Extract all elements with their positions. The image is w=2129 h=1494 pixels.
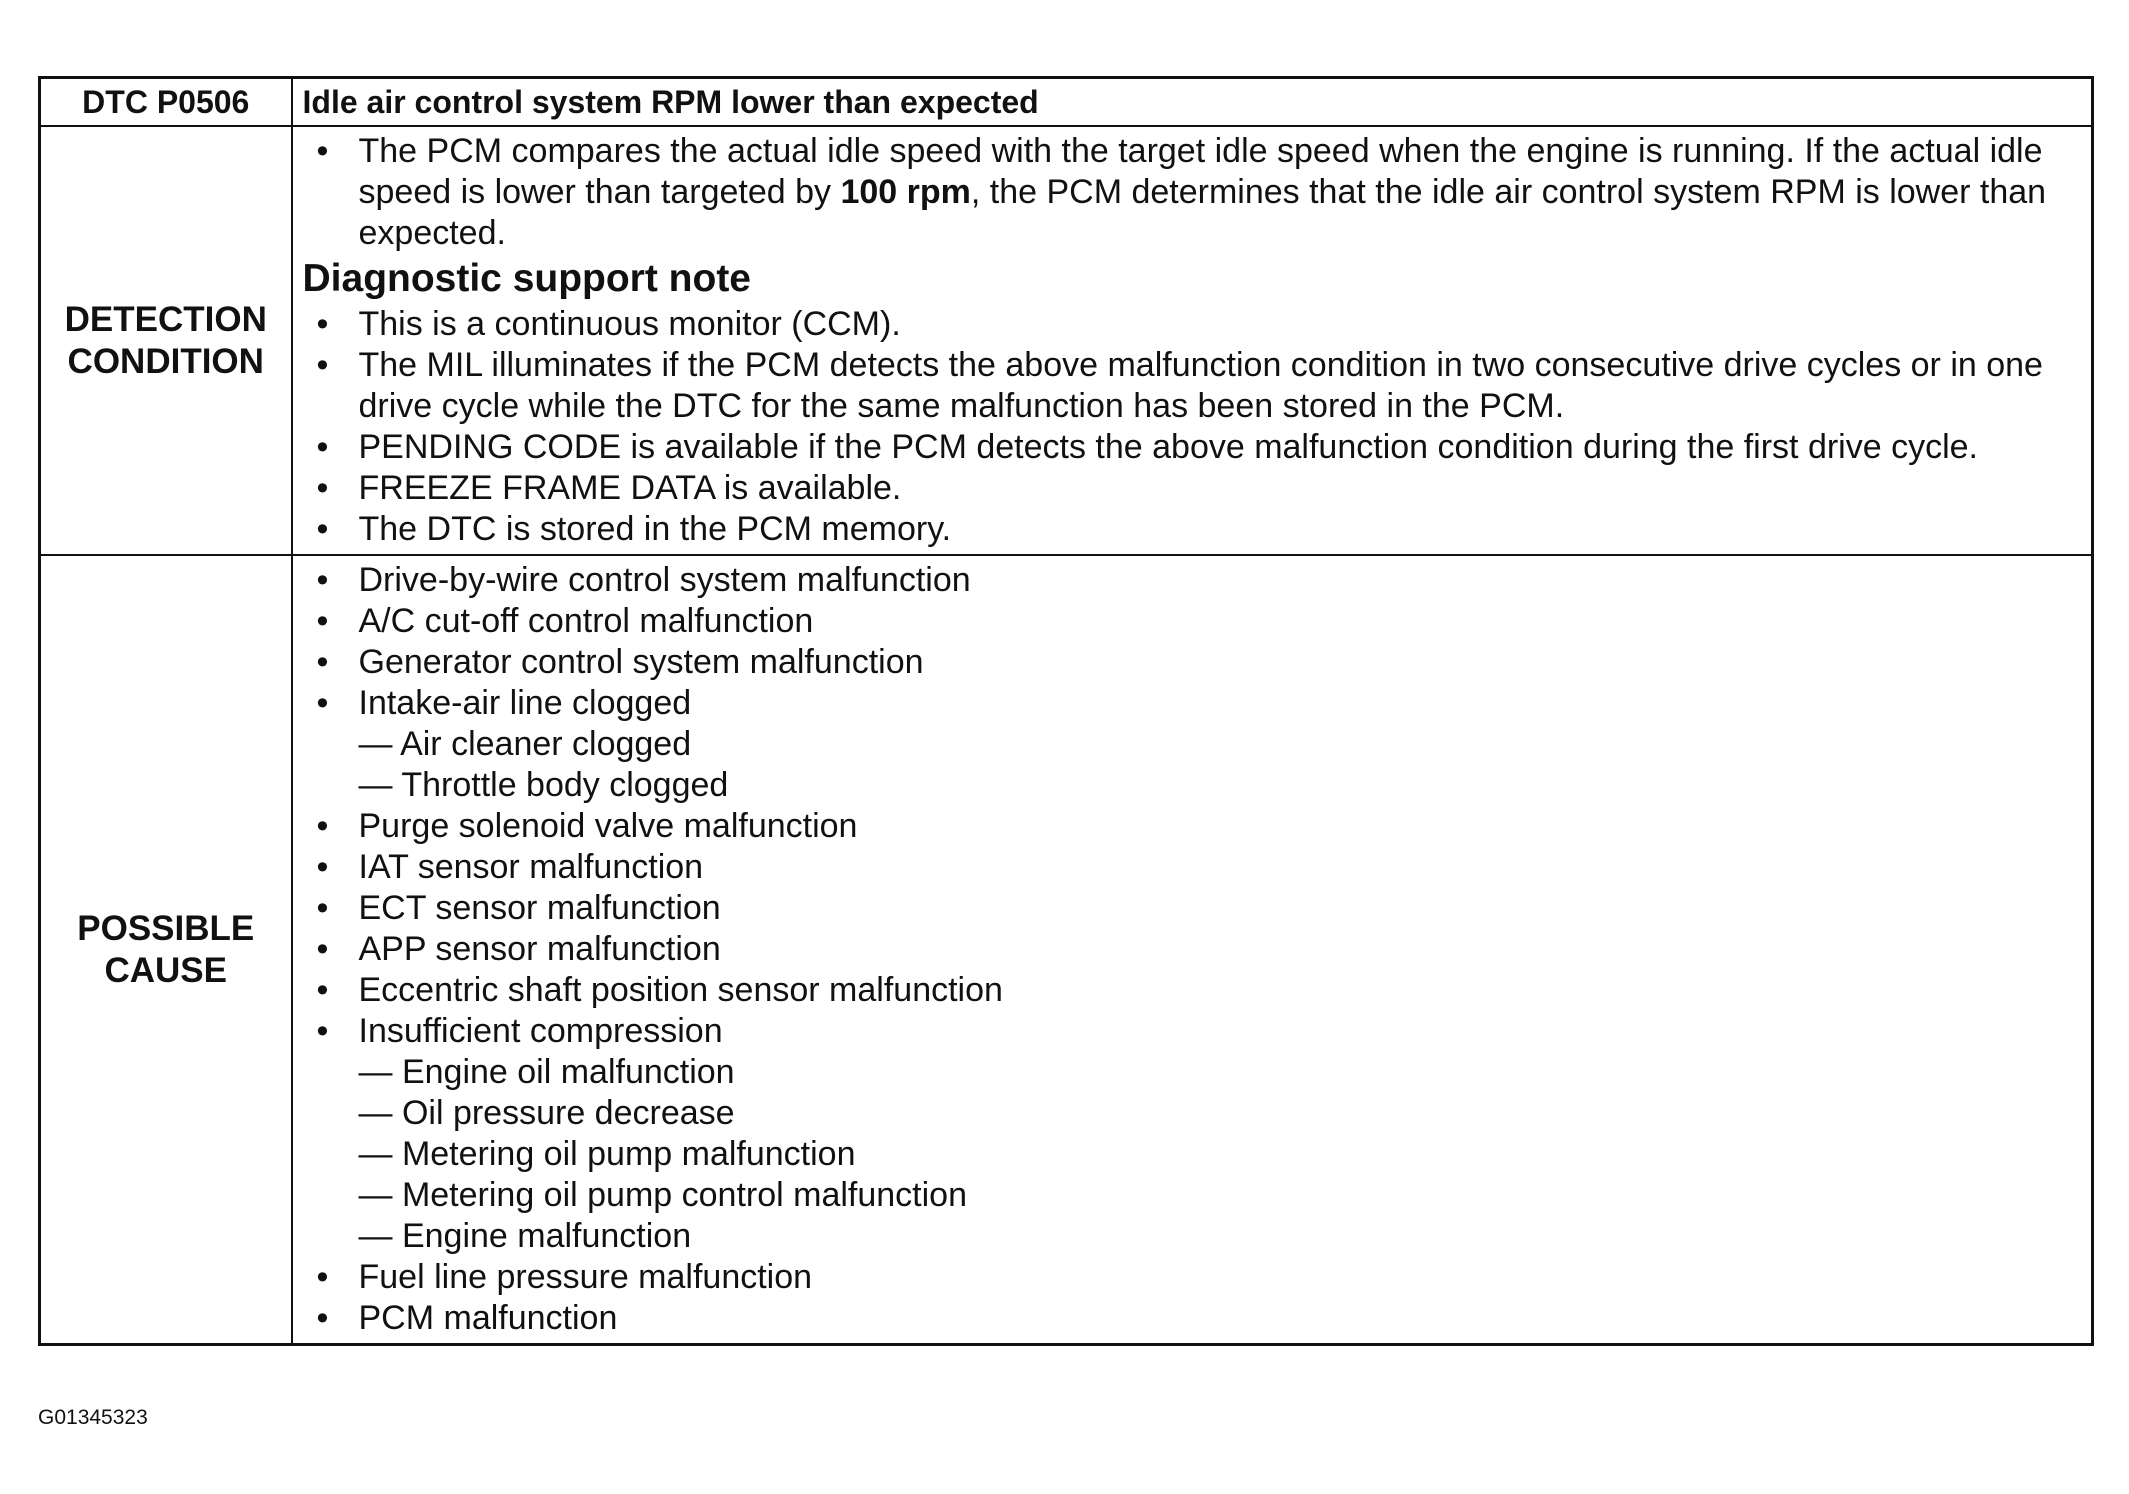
detection-row [40,126,2093,555]
bullet-icon: • [316,469,329,507]
list-item [303,970,2078,1011]
list-item [303,560,2078,601]
cause-subtext: — Oil pressure decrease [358,1094,735,1132]
possible-cause-row [40,555,2093,1345]
intro-text-bold: 100 rpm [840,173,971,211]
note-text: FREEZE FRAME DATA is available. [358,469,902,507]
cause-subtext: — Metering oil pump malfunction [358,1135,856,1173]
bullet-icon: • [316,848,329,886]
sub-list-item [303,1175,2078,1216]
cause-text: APP sensor malfunction [358,930,721,968]
cause-text: Fuel line pressure malfunction [358,1258,813,1296]
list-item [303,642,2078,683]
bullet-icon: • [316,807,329,845]
cause-subtext: — Engine malfunction [358,1217,692,1255]
possible-cause-label [40,555,292,1345]
dtc-title: Idle air control system RPM lower than expected [292,78,2093,127]
possible-cause-label-line1: POSSIBLE [77,908,255,948]
cause-subtext: — Metering oil pump control malfunction [358,1176,967,1214]
sub-list-item [303,1134,2078,1175]
bullet-icon: • [316,346,329,384]
sub-list-item [303,1093,2078,1134]
list-item [303,847,2078,888]
cause-text: Intake-air line clogged [358,684,692,722]
list-item [303,888,2078,929]
bullet-icon: • [316,684,329,722]
intro-text-a: The PCM compares the actual idle speed with the target idle speed when the engine is running. If the actual idle speed is lower than targeted by [358,132,2043,211]
bullet-icon: • [316,561,329,599]
list-item [303,345,2078,427]
bullet-icon: • [316,930,329,968]
detection-label [40,126,292,555]
bullet-icon: • [316,1299,329,1337]
detection-label-line2: CONDITION [67,341,264,381]
bullet-icon: • [316,132,329,170]
sub-list-item [303,1216,2078,1257]
detection-label-line1: DETECTION [64,299,267,339]
diagnostic-note-heading: Diagnostic support note [302,257,751,300]
detection-notes-list [303,304,2078,550]
list-item [303,683,2078,724]
sub-list-item [303,765,2078,806]
dtc-table [38,76,2094,1346]
cause-text: Insufficient compression [358,1012,723,1050]
note-text: This is a continuous monitor (CCM). [358,305,901,343]
cause-text: PCM malfunction [358,1299,618,1337]
sub-list-item [303,724,2078,765]
cause-text: Drive-by-wire control system malfunction [358,561,971,599]
cause-subtext: — Throttle body clogged [358,766,729,804]
bullet-icon: • [316,428,329,466]
possible-cause-list [303,560,2078,1339]
cause-text: IAT sensor malfunction [358,848,704,886]
note-text: The MIL illuminates if the PCM detects the above malfunction condition in two consecutive drive cycles or in one drive cycle while the DTC for the same malfunction has been stored in the PCM. [358,346,2043,425]
note-text: PENDING CODE is available if the PCM detects the above malfunction condition during the first drive cycle. [358,428,1978,466]
list-item [303,304,2078,345]
header-row [40,78,2093,127]
cause-text: A/C cut-off control malfunction [358,602,814,640]
list-item [303,509,2078,550]
bullet-icon: • [316,1012,329,1050]
bullet-icon: • [316,1258,329,1296]
sub-list-item [303,1052,2078,1093]
cause-subtext: — Engine oil malfunction [358,1053,735,1091]
list-item [303,806,2078,847]
bullet-icon: • [316,305,329,343]
bullet-icon: • [316,971,329,1009]
dtc-code: DTC P0506 [40,78,292,127]
figure-id: G01345323 [38,1406,148,1429]
bullet-icon: • [316,510,329,548]
possible-cause-content [292,555,2093,1345]
cause-text: Generator control system malfunction [358,643,924,681]
list-item [303,601,2078,642]
intro-text-b: , the PCM determines that the idle air control system RPM is lower than expected. [358,173,2047,252]
list-item [303,1298,2078,1339]
note-text: The DTC is stored in the PCM memory. [358,510,952,548]
bullet-icon: • [316,643,329,681]
cause-text: ECT sensor malfunction [358,889,721,927]
list-item [303,131,2078,254]
list-item [303,1257,2078,1298]
bullet-icon: • [316,889,329,927]
list-item [303,427,2078,468]
list-item [303,468,2078,509]
cause-text: Eccentric shaft position sensor malfunction [358,971,1003,1009]
bullet-icon: • [316,602,329,640]
cause-subtext: — Air cleaner clogged [358,725,692,763]
list-item [303,929,2078,970]
cause-text: Purge solenoid valve malfunction [358,807,858,845]
detection-content [292,126,2093,555]
possible-cause-label-line2: CAUSE [104,950,228,990]
detection-intro-list [303,131,2078,254]
list-item [303,1011,2078,1052]
